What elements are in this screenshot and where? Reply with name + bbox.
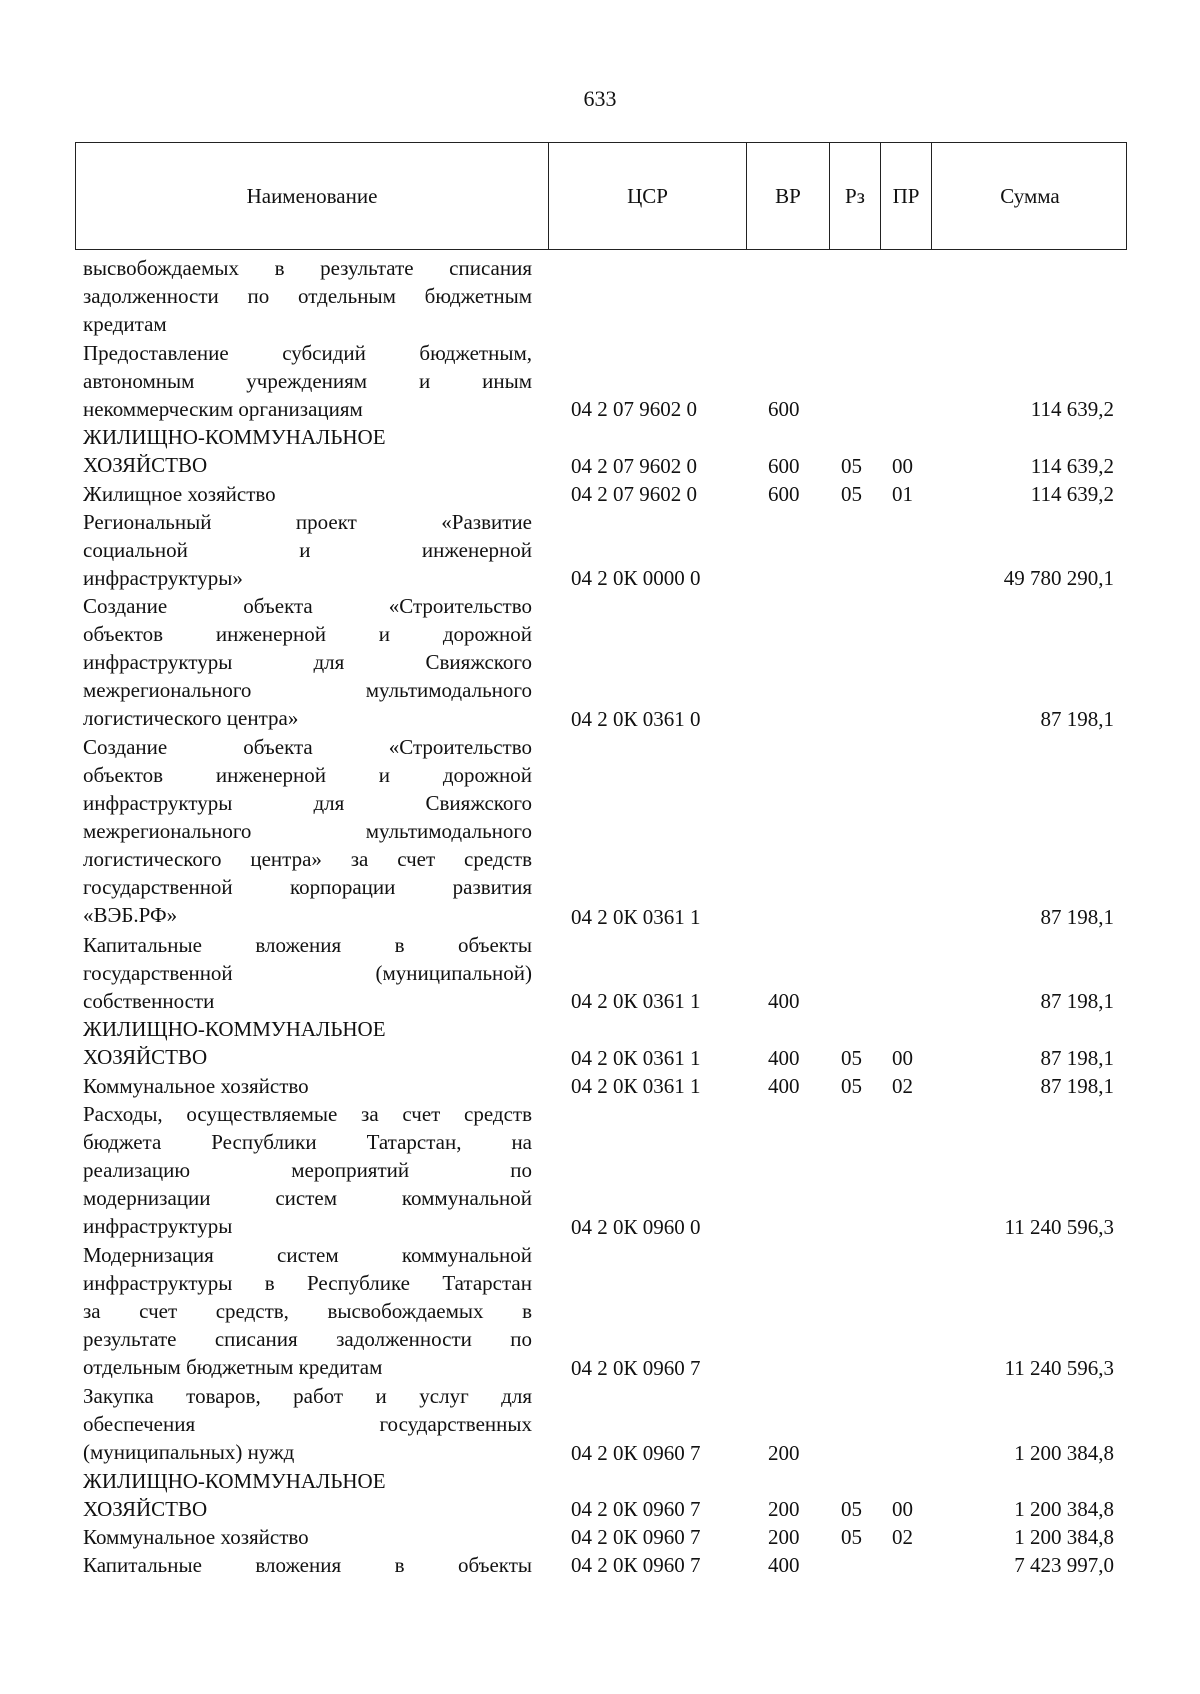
row-name — [83, 423, 532, 479]
row-sum: 1 200 384,8 — [1014, 1525, 1114, 1550]
row-csr: 04 2 07 9602 0 — [571, 481, 697, 506]
row-name — [83, 339, 532, 423]
table-row — [0, 1241, 1200, 1382]
row-name — [83, 1382, 532, 1466]
row-name-line: Создание объекта «Строительство — [83, 594, 532, 619]
row-name-line: обеспечения государственных — [83, 1412, 532, 1436]
table-row — [0, 1015, 1200, 1071]
table-row — [0, 1467, 1200, 1523]
row-sum: 87 198,1 — [1040, 707, 1114, 732]
table-row — [0, 508, 1200, 593]
row-csr: 04 2 0К 0960 7 — [571, 1356, 701, 1380]
row-name-line: социальной и инженерной — [83, 537, 532, 562]
row-vr: 200 — [768, 1525, 800, 1550]
row-name-line: (муниципальных) нужд — [83, 1440, 295, 1464]
table-row — [0, 1382, 1200, 1467]
row-pr: 00 — [892, 1496, 913, 1521]
row-name-line: ХОЗЯЙСТВО — [83, 453, 208, 478]
row-name-line: логистического центра» — [83, 706, 299, 731]
row-vr: 600 — [768, 397, 800, 422]
row-vr: 400 — [768, 1553, 800, 1578]
row-csr: 04 2 0К 0960 7 — [571, 1553, 701, 1578]
row-name-line: результате списания задолженности по — [83, 1327, 532, 1351]
header-csr: ЦСР — [548, 143, 746, 249]
row-name-line: реализацию мероприятий по — [83, 1158, 532, 1182]
row-pr: 02 — [892, 1525, 913, 1550]
row-name-line: Коммунальное хозяйство — [83, 1073, 309, 1098]
row-rz: 05 — [841, 1496, 862, 1521]
row-name-line: ХОЗЯЙСТВО — [83, 1496, 208, 1521]
row-name-line: Капитальные вложения в объекты — [83, 1553, 532, 1578]
table-row — [0, 931, 1200, 1016]
table-row — [0, 339, 1200, 424]
row-name — [83, 1015, 532, 1071]
row-name-line: модернизации систем коммунальной — [83, 1186, 532, 1210]
row-name-line: Модернизация систем коммунальной — [83, 1243, 532, 1267]
row-sum: 114 639,2 — [1030, 453, 1114, 478]
row-csr: 04 2 0К 0960 7 — [571, 1496, 701, 1521]
row-csr: 04 2 07 9602 0 — [571, 453, 697, 478]
row-sum: 87 198,1 — [1040, 1073, 1114, 1098]
row-name-line: задолженности по отдельным бюджетным — [83, 284, 532, 308]
row-csr: 04 2 0К 0361 1 — [571, 904, 701, 929]
row-name — [83, 1100, 532, 1240]
header-name: Наименование — [246, 183, 378, 208]
row-name — [83, 1551, 532, 1579]
row-name-line: объектов инженерной и дорожной — [83, 763, 532, 788]
row-name-line: Закупка товаров, работ и услуг для — [83, 1384, 532, 1408]
row-name-line: отдельным бюджетным кредитам — [83, 1355, 383, 1379]
row-vr: 400 — [768, 1045, 800, 1070]
row-name-line: Создание объекта «Строительство — [83, 735, 532, 760]
row-sum: 87 198,1 — [1040, 1045, 1114, 1070]
row-name — [83, 1072, 532, 1100]
table-row — [0, 733, 1200, 930]
row-rz: 05 — [841, 1525, 862, 1550]
page-number: 633 — [583, 86, 617, 111]
row-name — [83, 480, 532, 508]
row-vr: 200 — [768, 1496, 800, 1521]
row-name-line: объектов инженерной и дорожной — [83, 622, 532, 647]
header-sum: Сумма — [931, 143, 1128, 249]
row-name — [83, 508, 532, 592]
row-name — [83, 592, 532, 732]
row-name-line: инфраструктуры в Республике Татарстан — [83, 1271, 532, 1295]
header-rz: Рз — [829, 143, 880, 249]
row-sum: 7 423 997,0 — [1014, 1553, 1114, 1578]
row-csr: 04 2 0К 0361 1 — [571, 1073, 701, 1098]
row-name — [83, 254, 532, 338]
row-vr: 600 — [768, 481, 800, 506]
row-pr: 00 — [892, 453, 913, 478]
row-rz: 05 — [841, 1073, 862, 1098]
row-name-line: Предоставление субсидий бюджетным, — [83, 340, 532, 365]
row-csr: 04 2 0К 0960 7 — [571, 1525, 701, 1550]
row-name-line: инфраструктуры» — [83, 565, 243, 590]
row-sum: 11 240 596,3 — [1004, 1215, 1114, 1239]
row-csr: 04 2 0К 0960 7 — [571, 1440, 701, 1465]
table-row — [0, 1523, 1200, 1551]
row-name — [83, 733, 532, 929]
row-name-line: бюджета Республики Татарстан, на — [83, 1130, 532, 1154]
row-vr: 400 — [768, 989, 800, 1014]
row-name-line: логистического центра» за счет средств — [83, 847, 532, 872]
row-rz: 05 — [841, 453, 862, 478]
row-pr: 00 — [892, 1045, 913, 1070]
row-name-line: инфраструктуры для Свияжского — [83, 791, 532, 816]
table-row — [0, 592, 1200, 733]
row-csr: 04 2 0К 0361 1 — [571, 989, 701, 1014]
row-sum: 87 198,1 — [1040, 904, 1114, 929]
row-name-line: ЖИЛИЩНО-КОММУНАЛЬНОЕ — [83, 1468, 386, 1493]
row-sum: 11 240 596,3 — [1004, 1356, 1114, 1380]
header-pr: ПР — [880, 143, 931, 249]
row-pr: 01 — [892, 481, 913, 506]
row-vr: 600 — [768, 453, 800, 478]
row-sum: 87 198,1 — [1040, 989, 1114, 1014]
row-pr: 02 — [892, 1073, 913, 1098]
row-csr: 04 2 0К 0000 0 — [571, 566, 701, 591]
row-name-line: ХОЗЯЙСТВО — [83, 1045, 208, 1070]
row-name — [83, 1467, 532, 1523]
row-name-line: ЖИЛИЩНО-КОММУНАЛЬНОЕ — [83, 425, 386, 450]
row-name-line: государственной (муниципальной) — [83, 960, 532, 985]
table-row — [0, 1072, 1200, 1100]
row-rz: 05 — [841, 1045, 862, 1070]
row-name — [83, 1241, 532, 1381]
row-sum: 49 780 290,1 — [1003, 566, 1114, 591]
row-sum: 114 639,2 — [1030, 397, 1114, 422]
row-name — [83, 931, 532, 1015]
table-row — [0, 423, 1200, 479]
row-csr: 04 2 0К 0361 0 — [571, 707, 701, 732]
row-csr: 04 2 0К 0361 1 — [571, 1045, 701, 1070]
row-csr: 04 2 0К 0960 0 — [571, 1215, 701, 1239]
table-row — [0, 254, 1200, 339]
row-name-line: Коммунальное хозяйство — [83, 1525, 309, 1549]
row-name-line: инфраструктуры — [83, 1214, 233, 1238]
row-sum: 1 200 384,8 — [1014, 1496, 1114, 1521]
row-name-line: Жилищное хозяйство — [83, 481, 276, 506]
row-sum: 114 639,2 — [1030, 481, 1114, 506]
row-name-line: Региональный проект «Развитие — [83, 509, 532, 534]
row-name-line: инфраструктуры для Свияжского — [83, 650, 532, 675]
row-name-line: Расходы, осуществляемые за счет средств — [83, 1102, 532, 1126]
row-name-line: за счет средств, высвобождаемых в — [83, 1299, 532, 1323]
row-csr: 04 2 07 9602 0 — [571, 397, 697, 422]
row-vr: 400 — [768, 1073, 800, 1098]
header-vr: ВР — [746, 143, 829, 249]
row-sum: 1 200 384,8 — [1014, 1440, 1114, 1465]
table-row — [0, 1100, 1200, 1241]
table-row — [0, 1551, 1200, 1579]
row-name-line: кредитам — [83, 312, 167, 336]
row-name-line: ЖИЛИЩНО-КОММУНАЛЬНОЕ — [83, 1017, 386, 1042]
row-name-line: «ВЭБ.РФ» — [83, 903, 178, 928]
row-name-line: некоммерческим организациям — [83, 396, 363, 421]
row-vr: 200 — [768, 1440, 800, 1465]
row-name-line: высвобождаемых в результате списания — [83, 256, 532, 280]
row-name-line: собственности — [83, 988, 215, 1013]
table-row — [0, 480, 1200, 508]
row-name — [83, 1523, 532, 1551]
row-name-line: межрегионального мультимодального — [83, 819, 532, 844]
row-name-line: государственной корпорации развития — [83, 875, 532, 900]
row-rz: 05 — [841, 481, 862, 506]
row-name-line: межрегионального мультимодального — [83, 678, 532, 703]
row-name-line: автономным учреждениям и иным — [83, 368, 532, 393]
row-name-line: Капитальные вложения в объекты — [83, 932, 532, 957]
